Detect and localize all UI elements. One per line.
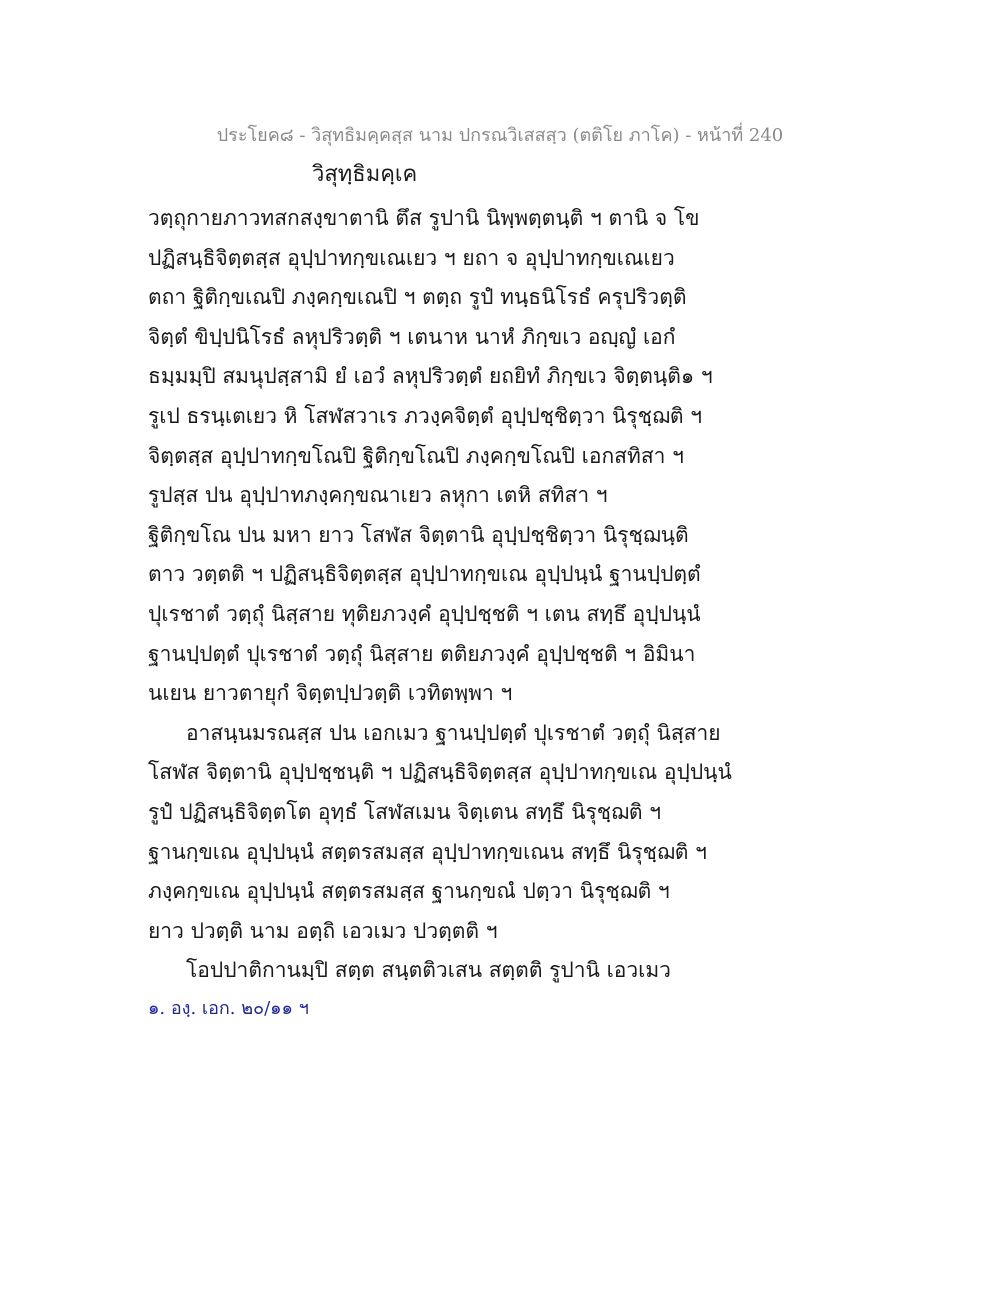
paragraph-start-line: โอปปาติกานมฺปิ สตฺต สนฺตติวเสน สตฺตติ รูปานิ เอวเมว: [186, 958, 671, 983]
body-text: [148, 199, 748, 991]
text-line: ตาว วตฺตติ ฯ ปฏิสนฺธิจิตฺตสฺส อุปฺปาทกฺขเณ อุปฺปนฺนํ ฐานปฺปตฺตํ: [148, 562, 701, 587]
footnote: ๑. องฺ. เอก. ๒๐/๑๑ ฯ: [148, 998, 309, 1019]
text-line: ปุเรชาตํ วตฺถุํ นิสฺสาย ทุติยภวงฺคํ อุปฺปชฺชติ ฯ เตน สทฺธึ อุปฺปนฺนํ: [148, 601, 701, 626]
paragraph-start-line: อาสนฺนมรณสฺส ปน เอกเมว ฐานปฺปตฺตํ ปุเรชาตํ วตฺถุํ นิสฺสาย: [186, 720, 721, 745]
text-line: วตฺถุกายภาวทสกสงฺขาตานิ ตึส รูปานิ นิพฺพตฺตนฺติ ฯ ตานิ จ โข: [148, 206, 700, 230]
text-line: รูปํ ปฏิสนฺธิจิตฺตโต อุทฺธํ โสฬสเมน จิตฺเตน สทฺธึ นิรุชฺฌติ ฯ: [148, 799, 662, 824]
text-line: รูเป ธรนฺเตเยว หิ โสฬสวาเร ภวงฺคจิตฺตํ อุปฺปชฺชิตฺวา นิรุชฺฌติ ฯ: [148, 403, 702, 428]
text-line: รูปสฺส ปน อุปฺปาทภงฺคกฺขณาเยว ลหุกา เตหิ สทิสา ฯ: [148, 483, 608, 508]
text-line: ฐานกฺขเณ อุปฺปนฺนํ สตฺตรสมสฺส อุปฺปาทกฺขเณน สทฺธึ นิรุชฺฌติ ฯ: [148, 839, 707, 864]
text-line: ยาว ปวตฺติ นาม อตฺถิ เอวเมว ปวตฺตติ ฯ: [148, 918, 498, 943]
text-line: จิตฺตํ ขิปฺปนิโรธํ ลหุปริวตฺติ ฯ เตนาห นาหํ ภิกฺขเว อญฺญํ เอกํ: [148, 324, 676, 349]
text-line: ฐิติกฺขโณ ปน มหา ยาว โสฬส จิตฺตานิ อุปฺปชฺชิตฺวา นิรุชฺฌนฺติ: [148, 522, 689, 547]
text-line: นเยน ยาวตายุกํ จิตฺตปฺปวตฺติ เวทิตพฺพา ฯ: [148, 681, 513, 706]
text-line: โสฬส จิตฺตานิ อุปฺปชฺชนฺติ ฯ ปฏิสนฺธิจิตฺตสฺส อุปฺปาทกฺขเณ อุปฺปนฺนํ: [148, 760, 732, 785]
running-header: ประโยค๘ - วิสุทธิมคฺคสฺส นาม ปกรณวิเสสสฺว (ตติโย ภาโค) - หน้าที่ 240: [216, 125, 784, 146]
text-line: ปฏิสนฺธิจิตฺตสฺส อุปฺปาทกฺขเณเยว ฯ ยถา จ อุปฺปาทกฺขเณเยว: [148, 245, 675, 270]
text-line: ตถา ฐิติกฺขเณปิ ภงฺคกฺขเณปิ ฯ ตตฺถ รูปํ ทนฺธนิโรธํ ครุปริวตฺติ: [148, 285, 687, 310]
text-line: จิตฺตสฺส อุปฺปาทกฺขโณปิ ฐิติกฺขโณปิ ภงฺคกฺขโณปิ เอกสทิสา ฯ: [148, 443, 684, 468]
text-line: ภงฺคกฺขเณ อุปฺปนฺนํ สตฺตรสมสฺส ฐานกฺขณํ ปตฺวา นิรุชฺฌติ ฯ: [148, 879, 670, 904]
section-title: วิสุทฺธิมคฺเค: [312, 162, 418, 187]
text-line: ฐานปฺปตฺตํ ปุเรชาตํ วตฺถุํ นิสฺสาย ตติยภวงฺคํ อุปฺปชฺชติ ฯ อิมินา: [148, 641, 696, 666]
text-line: ธมฺมมฺปิ สมนุปสฺสามิ ยํ เอวํ ลหุปริวตฺตํ ยถยิทํ ภิกฺขเว จิตฺตนฺติ๑ ฯ: [148, 364, 713, 389]
